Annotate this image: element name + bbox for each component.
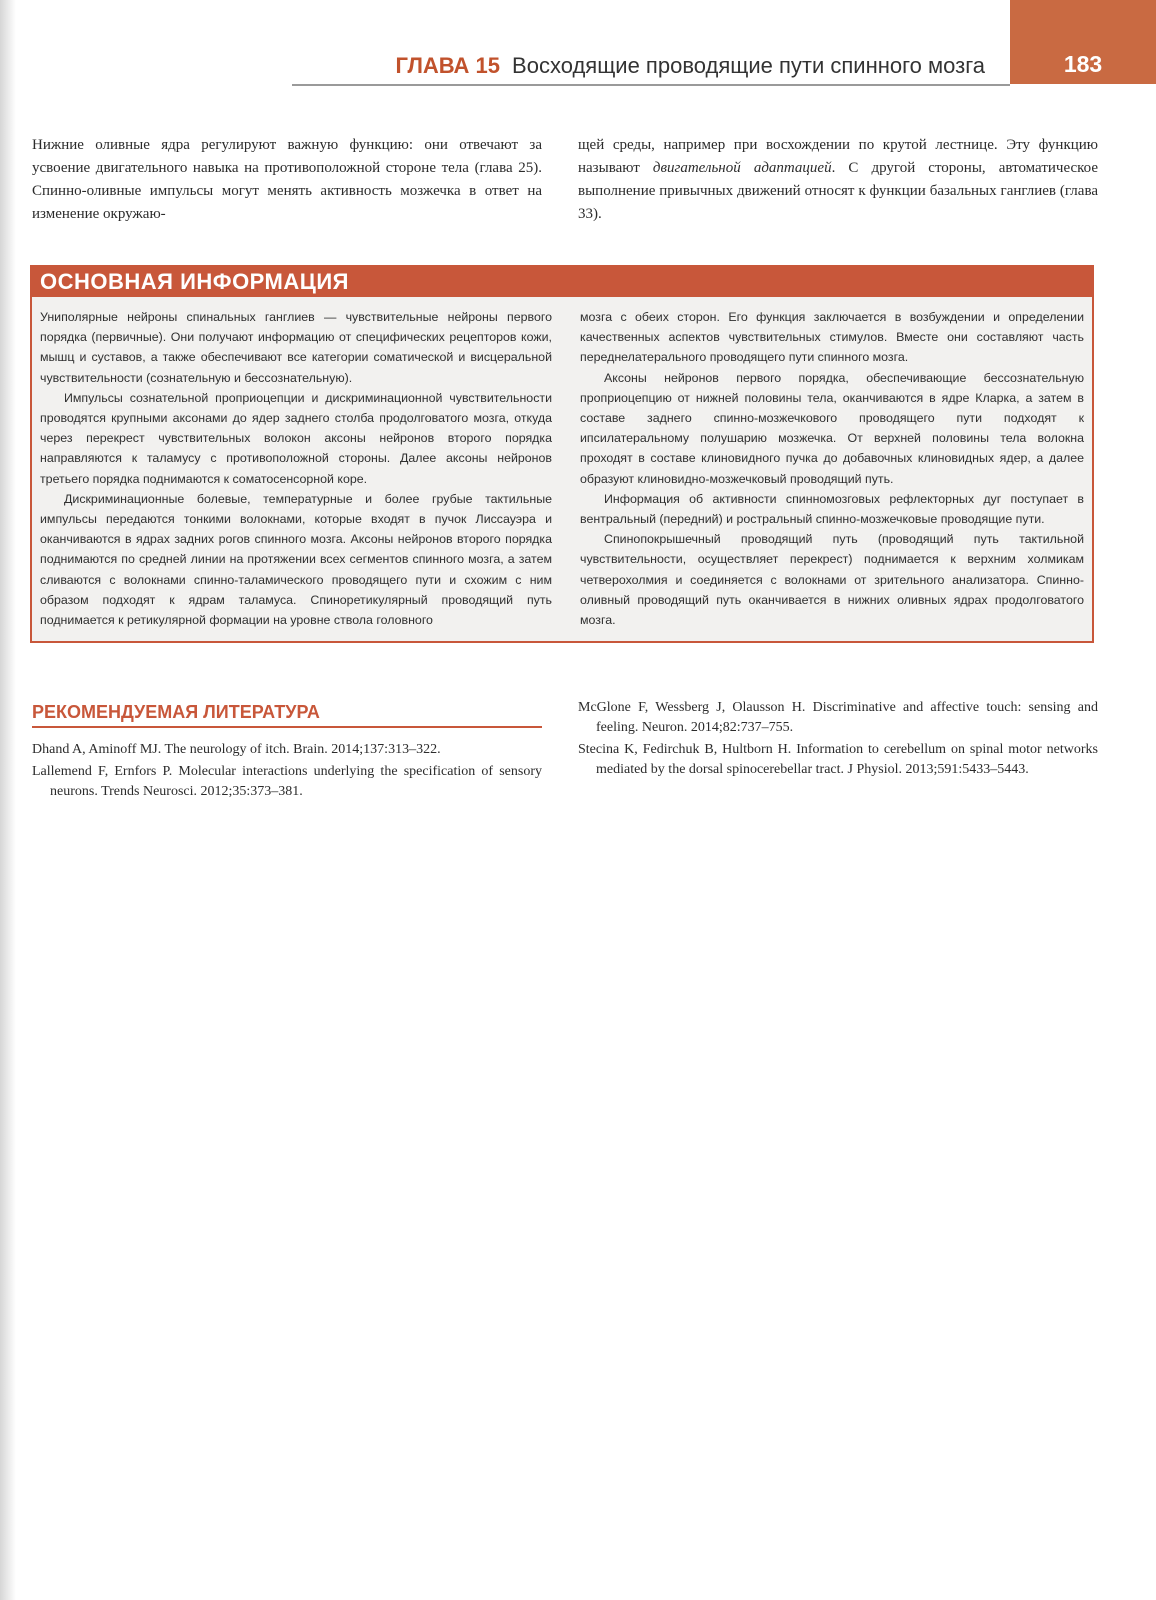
reference-item: Dhand A, Aminoff MJ. The neurology of itch. Brain. 2014;137:313–322.: [32, 742, 441, 757]
chapter-label: ГЛАВА 15: [395, 53, 501, 78]
reference-item: Stecina K, Fedirchuk B, Hultborn H. Information to cerebellum on spinal motor networks mediated by the dorsal spinocerebellar tract. J Physiol. 2013;591:5433–5443.: [578, 742, 1098, 777]
summary-paragraph: Аксоны нейронов первого порядка, обеспечивающие бессознательную проприоцепцию от нижней половины тела, оканчиваются в ядре Кларка, а затем в составе заднего спинно-мозжечкового проводящего пути подходят к ипсилатеральному полушарию мозжечка. От верхней половины тела волокна проходят в составе клиновидного пучка до добавочных клиновидных ядер, а далее образуют клиновидно-мозжечковый проводящий путь.: [580, 370, 1084, 486]
summary-left-column: [40, 307, 552, 630]
summary-title: ОСНОВНАЯ ИНФОРМАЦИЯ: [32, 267, 1092, 297]
intro-left-column: [32, 134, 542, 226]
intro-right-emphasis: двигательной адаптацией: [652, 160, 832, 176]
summary-paragraph: Спинопокрышечный проводящий путь (проводящий путь тактильной чувствительности, осуществляет перекрест) поднимается к верхним холмикам четверохолмия и соединяется с волокнами от зрительного анализатора. Спинно-оливный проводящий путь оканчивается в нижних оливных ядрах продолговатого мозга.: [580, 532, 1084, 628]
page-number: 183: [1063, 51, 1103, 77]
summary-paragraph: Дискриминационные болевые, температурные и более грубые тактильные импульсы передаются тонкими волокнами, которые входят в пучок Лиссауэра и оканчиваются в ядрах задних рогов спинного мозга. Аксоны нейронов второго порядка поднимаются по средней линии на протяжении всех сегментов спинного мозга, а затем сливаются с волокнами спинно-таламического проводящего пути и схожим с ним образом подходят к ядрам таламуса. Спиноретикулярный проводящий путь поднимается к ретикулярной формации на уровне ствола головного: [40, 491, 552, 628]
intro-right-text-end: . С другой стороны, автоматическое выполнение привычных движений относят к функции базальных ганглиев (глава 33).: [578, 160, 1099, 222]
reference-item: Lallemend F, Ernfors P. Molecular interactions underlying the specification of sensory neurons. Trends Neurosci. 2012;35:373–381.: [32, 764, 542, 799]
header-rule: [292, 84, 1010, 86]
summary-paragraph: Импульсы сознательной проприоцепции и дискриминационной чувствительности проводятся крупными аксонами до ядер заднего столба продолговатого мозга, откуда через перекрест чувствительных волокон аксоны нейронов второго порядка направляются к таламусу с противоположной стороны. Далее аксоны нейронов третьего порядка поднимаются к соматосенсорной коре.: [40, 390, 552, 486]
summary-box: [30, 265, 1094, 643]
intro-right-paragraph: [578, 134, 1098, 226]
page-edge-shadow: [0, 0, 16, 1600]
intro-right-text-start: щей среды, например при восхождении по крутой лестнице. Эту функцию называют: [578, 137, 1098, 176]
summary-right-column: [580, 307, 1084, 630]
page-number-tab: [1010, 0, 1156, 84]
summary-paragraph: мозга с обеих сторон. Его функция заключается в возбуждении и определении качественных аспектов чувствительных стимулов. Вместе они составляют часть переднелатерального проводящего пути спинного мозга.: [580, 310, 1084, 365]
summary-paragraph: Информация об активности спинномозговых рефлекторных дуг поступает в вентральный (передний) и ростральный спинно-мозжечковые проводящие пути.: [580, 491, 1084, 527]
reference-item: McGlone F, Wessberg J, Olausson H. Discriminative and affective touch: sensing and feeling. Neuron. 2014;82:737–755.: [578, 700, 1098, 735]
references-left-column: [32, 740, 542, 804]
summary-paragraph: Униполярные нейроны спинальных ганглиев — чувствительные нейроны первого порядка (первичные). Они получают информацию от специфических рецепторов кожи, мышц и суставов, а также обеспечивают все категории соматической и висцеральной чувствительности (сознательную и бессознательную).: [40, 310, 552, 385]
chapter-title: Восходящие проводящие пути спинного мозга: [512, 53, 985, 78]
intro-left-paragraph: Нижние оливные ядра регулируют важную функцию: они отвечают за усвоение двигательного навыка на противоположной стороне тела (глава 25). Спинно-оливные импульсы могут менять активность мозжечка в ответ на изменение окружаю-: [32, 137, 542, 222]
references-heading: РЕКОМЕНДУЕМАЯ ЛИТЕРАТУРА: [32, 700, 542, 728]
running-header: [0, 52, 985, 80]
references-right-column: [578, 698, 1098, 782]
intro-right-column: [578, 134, 1098, 226]
